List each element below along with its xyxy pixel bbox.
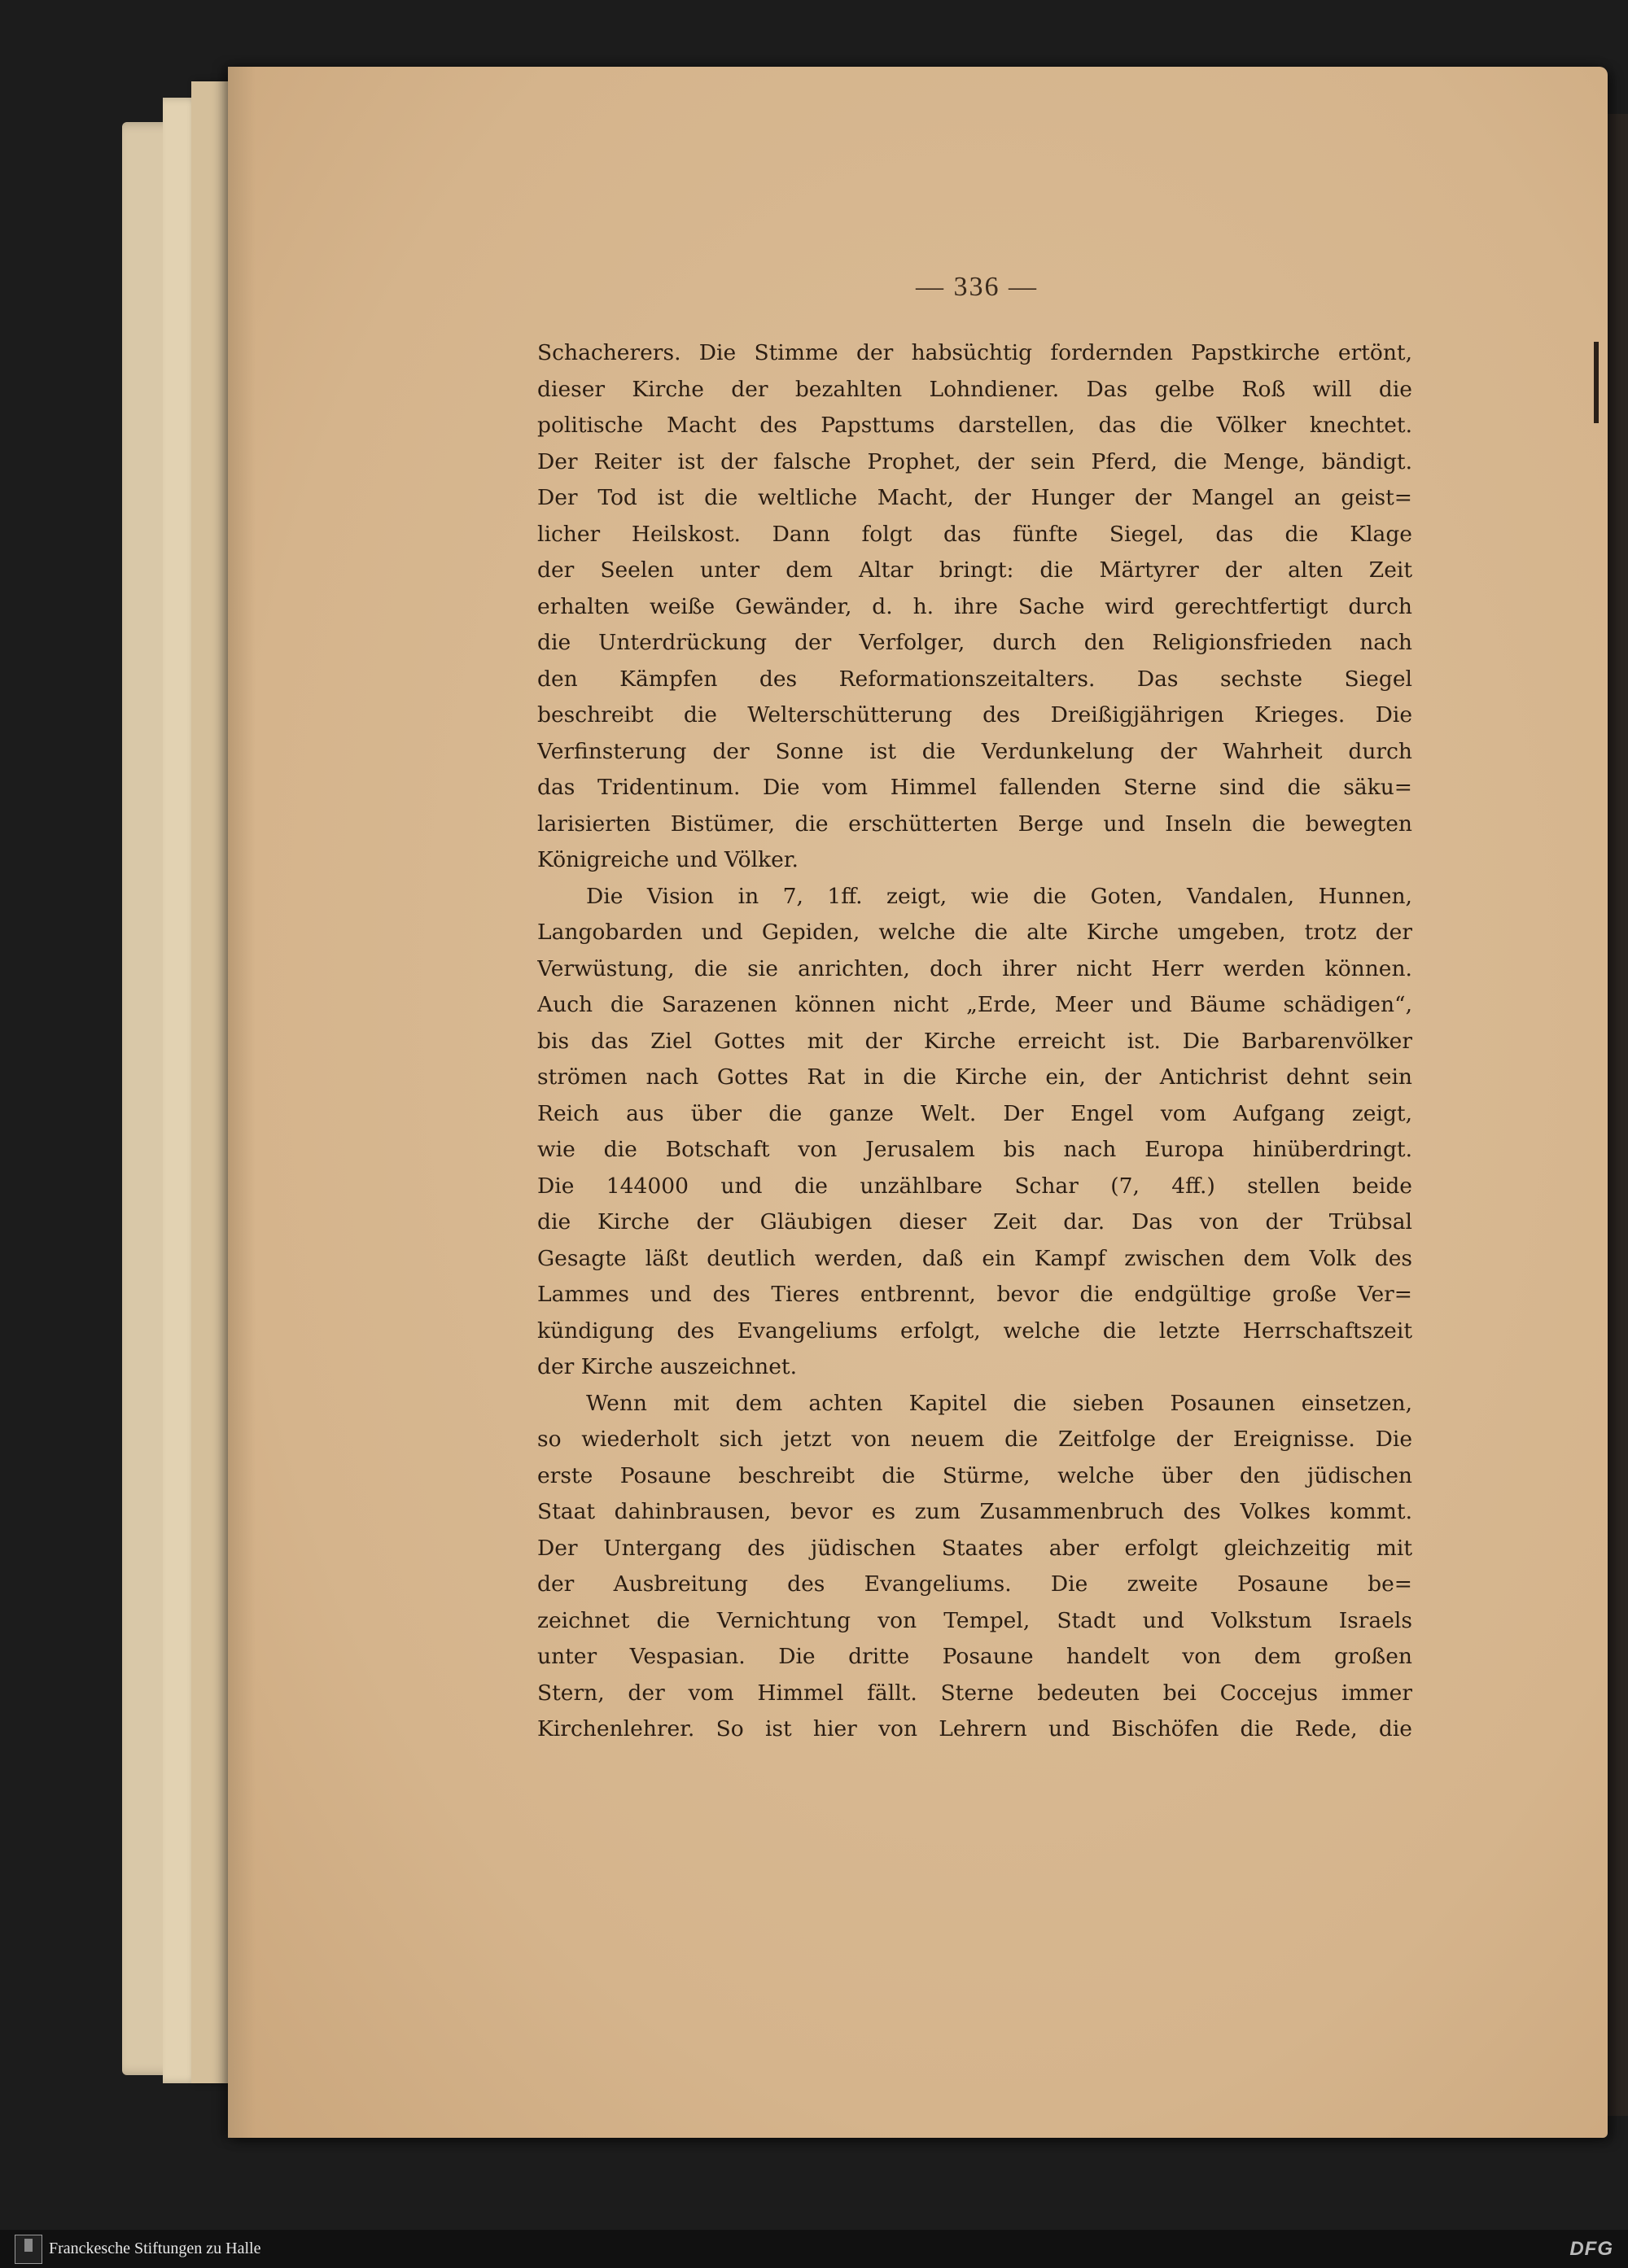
text-line: Gesagte läßt deutlich werden, daß ein Kampf zwischen dem Volk des [537, 1245, 1412, 1271]
page-number: — 336 — [916, 272, 1038, 302]
text-line: die Unterdrückung der Verfolger, durch den Religionsfrieden nach [537, 630, 1412, 655]
text-line: politische Macht des Papsttums darstellen, das die Völker knechtet. [537, 413, 1412, 438]
text-line: Königreiche und Völker. [537, 847, 799, 872]
text-line: Verfinsterung der Sonne ist die Verdunkelung der Wahrheit durch [537, 738, 1412, 764]
text-line: Verwüstung, die sie anrichten, doch ihrer nicht Herr werden können. [537, 955, 1412, 981]
text-line: Lammes und des Tieres entbrennt, bevor die endgültige große Ver= [537, 1282, 1412, 1307]
margin-mark [1594, 342, 1599, 423]
text-line: der Seelen unter dem Altar bringt: die Märtyrer der alten Zeit [537, 557, 1412, 583]
text-line: der Kirche auszeichnet. [537, 1354, 798, 1379]
text-line: wie die Botschaft von Jerusalem bis nach Europa hinüberdringt. [537, 1137, 1412, 1162]
text-line: die Kirche der Gläubigen dieser Zeit dar. Das von der Trübsal [537, 1209, 1412, 1235]
text-line: erhalten weiße Gewänder, d. h. ihre Sache wird gerechtfertigt durch [537, 593, 1412, 619]
text-line: Langobarden und Gepiden, welche die alte Kirche umgeben, trotz der [537, 920, 1412, 945]
text-line: Der Reiter ist der falsche Prophet, der sein Pferd, die Menge, bändigt. [537, 448, 1412, 474]
text-line: licher Heilskost. Dann folgt das fünfte Siegel, das die Klage [537, 521, 1412, 547]
text-line: dieser Kirche der bezahlten Lohndiener. Das gelbe Roß will die [537, 376, 1412, 402]
text-line: den Kämpfen des Reformationszeitalters. Das sechste Siegel [537, 666, 1412, 692]
text-line: Die 144000 und die unzählbare Schar (7, 4ff.) stellen beide [537, 1173, 1412, 1199]
institution-logo-icon [15, 2235, 42, 2264]
footer-bar [0, 2230, 1628, 2268]
text-line: larisierten Bistümer, die erschütterten Berge und Inseln die bewegten [537, 811, 1412, 837]
text-line: erste Posaune beschreibt die Stürme, welche über den jüdischen [537, 1462, 1412, 1488]
dfg-logo: DFG [1569, 2238, 1613, 2260]
institution-name: Franckesche Stiftungen zu Halle [49, 2240, 261, 2257]
text-line: Auch die Sarazenen können nicht „Erde, Meer und Bäume schädigen“, [537, 992, 1412, 1017]
text-line: Der Untergang des jüdischen Staates aber erfolgt gleichzeitig mit [537, 1535, 1412, 1561]
text-line: strömen nach Gottes Rat in die Kirche ein, der Antichrist dehnt sein [537, 1064, 1412, 1090]
text-line: Staat dahinbrausen, bevor es zum Zusammenbruch des Volkes kommt. [537, 1499, 1412, 1524]
text-line: Der Tod ist die weltliche Macht, der Hunger der Mangel an geist= [537, 485, 1412, 510]
text-line: der Ausbreitung des Evangeliums. Die zweite Posaune be= [537, 1571, 1412, 1597]
page-gutter-shadow [228, 67, 256, 2138]
text-line: Stern, der vom Himmel fällt. Sterne bedeuten bei Coccejus immer [537, 1680, 1412, 1706]
text-line: beschreibt die Welterschütterung des Dreißigjährigen Krieges. Die [537, 702, 1412, 728]
text-line: Reich aus über die ganze Welt. Der Engel vom Aufgang zeigt, [537, 1100, 1412, 1126]
text-line: bis das Ziel Gottes mit der Kirche erreicht ist. Die Barbarenvölker [537, 1028, 1412, 1054]
text-line: Wenn mit dem achten Kapitel die sieben Posaunen einsetzen, [586, 1390, 1412, 1416]
text-line: so wiederholt sich jetzt von neuem die Zeitfolge der Ereignisse. Die [537, 1427, 1412, 1452]
text-line: zeichnet die Vernichtung von Tempel, Stadt und Volkstum Israels [537, 1607, 1412, 1633]
text-line: Kirchenlehrer. So ist hier von Lehrern und Bischöfen die Rede, die [537, 1716, 1412, 1741]
text-line: Schacherers. Die Stimme der habsüchtig fordernden Papstkirche ertönt, [537, 340, 1412, 365]
text-line: das Tridentinum. Die vom Himmel fallenden Sterne sind die säku= [537, 775, 1412, 800]
text-line: unter Vespasian. Die dritte Posaune handelt von dem großen [537, 1644, 1412, 1669]
text-line: Die Vision in 7, 1ff. zeigt, wie die Goten, Vandalen, Hunnen, [586, 883, 1412, 909]
body-text [537, 335, 1412, 1748]
text-line: kündigung des Evangeliums erfolgt, welche die letzte Herrschaftszeit [537, 1318, 1412, 1344]
